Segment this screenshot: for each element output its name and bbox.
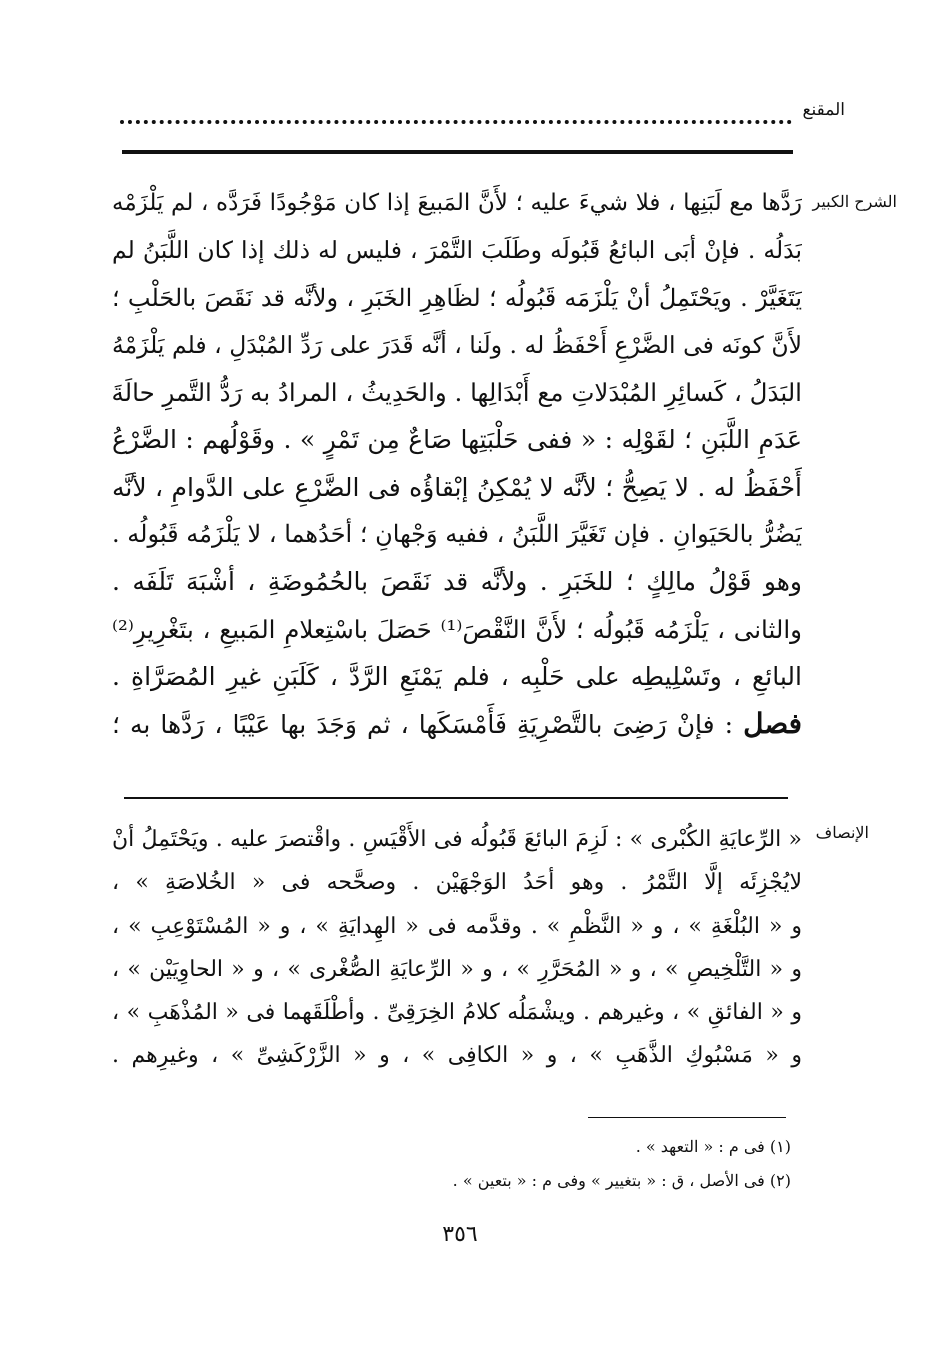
text-line: البائعِ ، وتَسْلِيطِه على حَلْبِه ، فلم يَمْنَعِ الرَّدَّ ، كَلَبَنِ غيرِ المُصَرَّاةِ . <box>112 661 802 691</box>
text-line: لايُجْزِئَه إلَّا التَّمْرُ . وهو أحَدُ الوَجْهَيْن . وصحَّحه فى « الخُلاصَةِ » ، <box>112 870 802 896</box>
fasl-text: : فإنْ رَضِىَ بالتَّصْرِيَةِ فَأَمْسَكَها ، ثم وَجَدَ بها عَيْبًا ، رَدَّها به ؛ <box>112 710 734 740</box>
text-line: و « التَّلْخِيصِ » ، و « المُحَرَّرِ » ، و « الرِّعايَةِ الصُّغْرى » ، و « الحاوِيَيْن » ، <box>112 956 802 982</box>
text-line: وهو قَوْلُ مالِكٍ ؛ للخَبَرِ . ولأنَّه قد نَقَصَ بالحُمُوضَةِ ، أشْبَهَ تَلَفَه . <box>112 567 802 597</box>
text-line: رَدَّها مع لَبَنِها ، فلا شيءَ عليه ؛ لأَنَّ المَبيعَ إذا كان مَوْجُودًا فَرَدَّه ، لم يَلْزَمْه <box>112 190 802 216</box>
insaf-section-label: الإنصاف <box>815 823 869 842</box>
text-line: يَضُرُّ بالحَيَوانِ . فإن تَغَيَّرَ اللَّبَنُ ، ففيه وَجْهانِ ؛ أحَدُهما ، لا يَلْزَمُه قَبُولُه . <box>112 520 802 549</box>
fasl-heading: فصل <box>743 707 802 741</box>
insaf-text-block <box>112 818 802 1078</box>
text-line: و « الفائقِ » ، وغيرهم . ويشْمَلُه كلامُ الخِرَقِىِّ . وأطْلَقَهما فى « المُذْهَبِ » ، <box>112 1000 802 1026</box>
fasl-line <box>112 700 802 747</box>
footnote-rule <box>588 1117 786 1118</box>
header-rule <box>122 150 793 154</box>
sharh-section-label: الشرح الكبير <box>812 192 897 211</box>
text-line: لأَنَّ كونَه فى الضَّرْعِ أَحْفَظُ له . ولَنا ، أنَّه قَدَرَ على رَدِّ المُبْدَلِ ، فلم يَلْزَمْهُ <box>112 330 802 359</box>
text-line: و « البُلْغَةِ » ، و « النَّظْمِ » . وقدَّمه فى « الهِدايَةِ » ، و « المُسْتَوْعِبِ » ، <box>112 913 802 939</box>
text-line: والثانى ، يَلْزَمُه قَبُولُه ؛ لأَنَّ النَّقْصَ⁽¹⁾ حَصَلَ باسْتِعلامِ المَبيعِ ، بتَغْرِيرِ⁽²⁾ <box>112 614 802 644</box>
text-line: و « مَسْبُوكِ الذَّهَبِ » ، و « الكافِى » ، و « الزَّرْكَشِىِّ » ، وغيرِهم . <box>112 1043 802 1069</box>
text-line: بَدَلُه . فإنْ أبَى البائعُ قَبُولَه وطَلَبَ التَّمْرَ ، فليس له ذلك إذا كان اللَّبَنُ لم <box>112 236 802 265</box>
running-title: المقنع <box>802 100 845 120</box>
text-line: أَحْفَظُ له . لا يَصِحُّ ؛ لأنَّه لا يُمْكِنُ إبْقاؤُه فى الضَّرْعِ على الدَّوامِ ، لأنَّه <box>112 472 802 502</box>
footnote: (٢) فى الأصل ، ق : « بتغيير » وفى م : « بتعين » . <box>452 1171 791 1190</box>
section-divider <box>124 797 788 799</box>
page-number: ٣٥٦ <box>442 1222 478 1247</box>
text-line: « الرِّعايَةِ الكُبْرى » : لَزِمَ البائعَ قَبُولُه فى الأَقْيَسِ . واقْتصرَ عليه . ويَحْتَمِلُ أنْ <box>112 827 802 852</box>
footnote: (١) فى م : « التعهد » . <box>635 1137 791 1156</box>
header-dotted-rule <box>120 112 792 124</box>
footnotes <box>453 1130 791 1198</box>
text-line: عَدَمِ اللَّبَنِ ؛ لقَوْلِه : « ففى حَلْبَتِها صَاعٌ مِن تَمْرٍ » . وقَوْلُهم : الضَّرْعُ <box>112 425 802 455</box>
text-line: البَدَلُ ، كَسائِرِ المُبْدَلاتِ مع أَبْدَالِها . والحَدِيثُ ، المرادُ به رَدُّ التَّمرِ حالَةَ <box>112 378 802 408</box>
text-line: يَتَغَيَّرْ . ويَحْتَمِلُ أنْ يَلْزَمَه قَبُولُه ؛ لظَاهِرِ الخَبَرِ ، ولأنَّه قد نَقَصَ بالحَلْبِ ؛ <box>112 283 802 312</box>
sharh-text-block <box>112 180 802 748</box>
